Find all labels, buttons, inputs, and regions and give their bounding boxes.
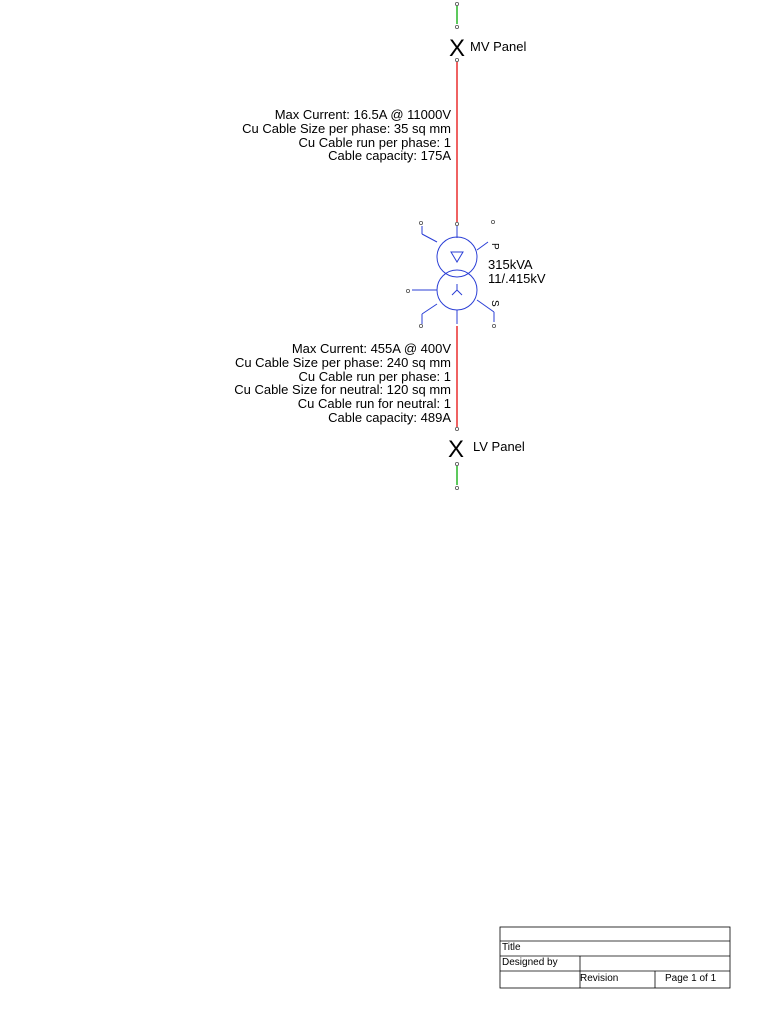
mv-cable-notes <box>242 107 451 163</box>
primary-winding-icon <box>437 237 477 277</box>
lv-note-neutral-run: Cu Cable run for neutral: 1 <box>297 396 451 411</box>
transformer-voltage: 11/.415kV <box>488 271 546 286</box>
primary-mark: P <box>489 243 500 250</box>
mv-breaker-symbol: X <box>448 35 466 62</box>
lv-panel-breaker[interactable] <box>448 436 525 463</box>
delta-winding-icon <box>451 252 463 262</box>
lv-note-capacity: Cable capacity: 489A <box>328 410 451 425</box>
lv-note-cable-run: Cu Cable run per phase: 1 <box>298 369 451 384</box>
transformer-rating: 315kVA <box>488 257 533 272</box>
lv-note-neutral-size: Cu Cable Size for neutral: 120 sq mm <box>234 382 451 397</box>
page-label: Page 1 of 1 <box>665 973 717 984</box>
title-block-labels <box>502 942 717 984</box>
secondary-mark: S <box>489 300 500 307</box>
wye-winding-icon <box>452 284 462 295</box>
lv-panel-label: LV Panel <box>473 439 525 454</box>
title-label: Title <box>502 942 521 953</box>
lv-note-max-current: Max Current: 455A @ 400V <box>291 341 451 356</box>
mv-note-max-current: Max Current: 16.5A @ 11000V <box>274 107 451 122</box>
lv-cable-notes <box>234 341 451 425</box>
transformer-symbol[interactable] <box>406 220 546 327</box>
mv-note-capacity: Cable capacity: 175A <box>328 148 451 163</box>
mv-cable[interactable] <box>455 58 458 225</box>
outgoing-feed <box>455 462 458 489</box>
mv-panel-breaker[interactable] <box>449 35 526 62</box>
lv-cable[interactable] <box>455 326 458 431</box>
incoming-feed <box>455 2 458 28</box>
mv-note-cable-size: Cu Cable Size per phase: 35 sq mm <box>242 121 451 136</box>
mv-panel-label: MV Panel <box>470 39 527 54</box>
mv-note-cable-run: Cu Cable run per phase: 1 <box>298 135 451 150</box>
lv-breaker-symbol: X <box>447 436 465 463</box>
lv-note-cable-size: Cu Cable Size per phase: 240 sq mm <box>234 355 451 370</box>
designed-by-label: Designed by <box>502 957 558 968</box>
revision-label: Revision <box>580 973 619 984</box>
